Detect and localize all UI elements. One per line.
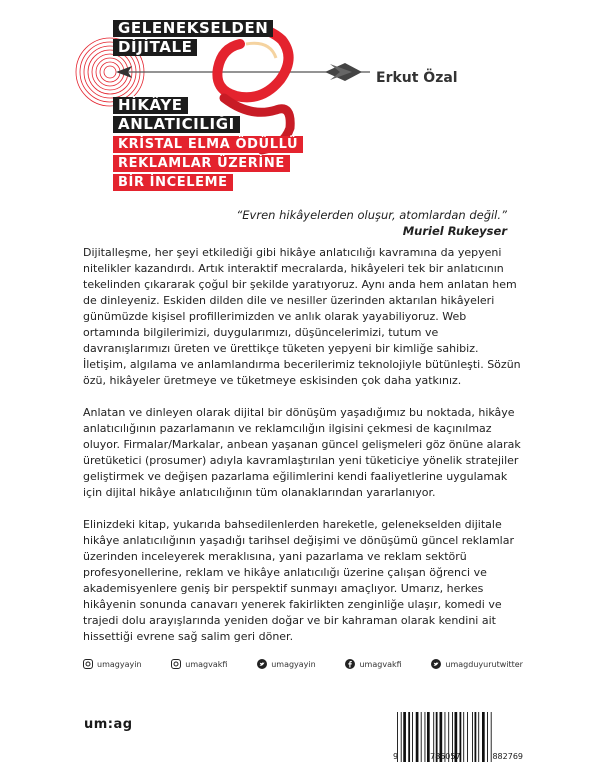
book-title [113,20,323,192]
social-link[interactable] [171,659,227,669]
isbn-group-2: 882769 [492,752,523,761]
author-name: Erkut Özal [376,70,458,86]
isbn-prefix: 9 [393,752,399,761]
paragraph-3: Elinizdeki kitap, yukarıda bahsedilenlerden hareketle, gelenekselden dijitale hikâye anlatıcılığının yaşadığı tarihsel değişimi ve dönüşümü güncel reklamlar üzerinden inceleyerek meraklısına, yani pazarlama ve reklam sektörü profesyonellerine, reklam ve hikâye anlatıcılığı üzerine çalışan öğrenci ve akademisyenlere geniş bir perspektif sunmayı amaçlıyor. Umarız, herkes hikâyenin sonunda canavarı yenerek fakirlikten zenginliğe ulaşır, komedi ve trajedi dolu arayışlarında yeniden doğar ve bir kahraman olarak kendini ait hissettiği evrene sağ salim geri döner. [83,518,515,643]
social-links [83,659,523,669]
subtitle-line-2: REKLAMLAR ÜZERİNE [113,155,290,172]
social-link[interactable] [431,659,523,669]
social-link[interactable] [257,659,316,669]
social-link[interactable] [83,659,142,669]
twitter-icon [431,659,441,669]
social-handle: umagvakfi [185,659,228,669]
isbn-number [393,752,523,761]
subtitle-line-1: KRİSTAL ELMA ÖDÜLLÜ [113,136,303,153]
title-line-1: GELENEKSELDEN [113,20,273,37]
instagram-icon [171,659,181,669]
publisher-logo: um:ag [84,717,133,732]
quote-attribution: Muriel Rukeyser [402,224,507,238]
social-link[interactable] [345,659,401,669]
social-handle: umagvakfi [359,659,402,669]
paragraph-1: Dijitalleşme, her şeyi etkilediği gibi hikâye anlatıcılığı kavramına da yepyeni nitelikler kazandırdı. Artık interaktif mecralarda, hikâyeleri tek bir anlatıcının tekelinden çıkararak çoğul bir şekilde yaratıyoruz. Aynı anda hem anlatan hem de dinleyeniz. Eskiden dilden dile ve nesiller üzerinden aktarılan hikâyeleri günümüzde kişisel profillerimizden ve anlık olarak yayabiliyoruz. Web ortamında bilgilerimizi, duygularımızı, düşüncelerimizi, tutum ve davranışlarımızı üreten ve ürettikçe tüketen yepyeni bir kimliğe sahibiz. İletişim, algılama ve anlamlandırma becerilerimiz teknolojiyle bütünleşti. Sözün özü, hikâyeler üretmeye ve tüketmeye eskisinden çok daha yatkınız. [83,246,521,387]
paragraph-2: Anlatan ve dinleyen olarak dijital bir dönüşüm yaşadığımız bu noktada, hikâye anlatıcılığının pazarlamanın ve reklamcılığın ilgisini çekmesi de kaçınılmaz oluyor. Firmalar/Markalar, anbean yaşanan güncel gelişmeleri göz önüne alarak üretüketici (prosumer) adıyla kavramlaştırılan yeni tüketiciye yönelik stratejiler geliştirmek ve değişen pazarlama eğilimlerini kendi faaliyetlerine uygulamak için dijital hikâye anlatıcılığının tüm olanaklarından yararlanıyor. [83,406,521,499]
twitter-icon [257,659,267,669]
title-line-3: HİKÂYE [113,97,188,114]
facebook-icon [345,659,355,669]
back-cover-text [83,245,523,661]
social-handle: umagyayin [97,659,142,669]
isbn-group-1: 786057 [430,752,461,761]
instagram-icon [83,659,93,669]
title-line-2: DİJİTALE [113,39,197,56]
subtitle-line-3: BİR İNCELEME [113,174,233,191]
social-handle: umagyayin [271,659,316,669]
social-handle: umagduyurutwitter [445,659,523,669]
epigraph [236,207,507,239]
quote-text: “Evren hikâyelerden oluşur, atomlardan değil.” [236,208,507,222]
title-line-4: ANLATICILIĞI [113,116,240,133]
